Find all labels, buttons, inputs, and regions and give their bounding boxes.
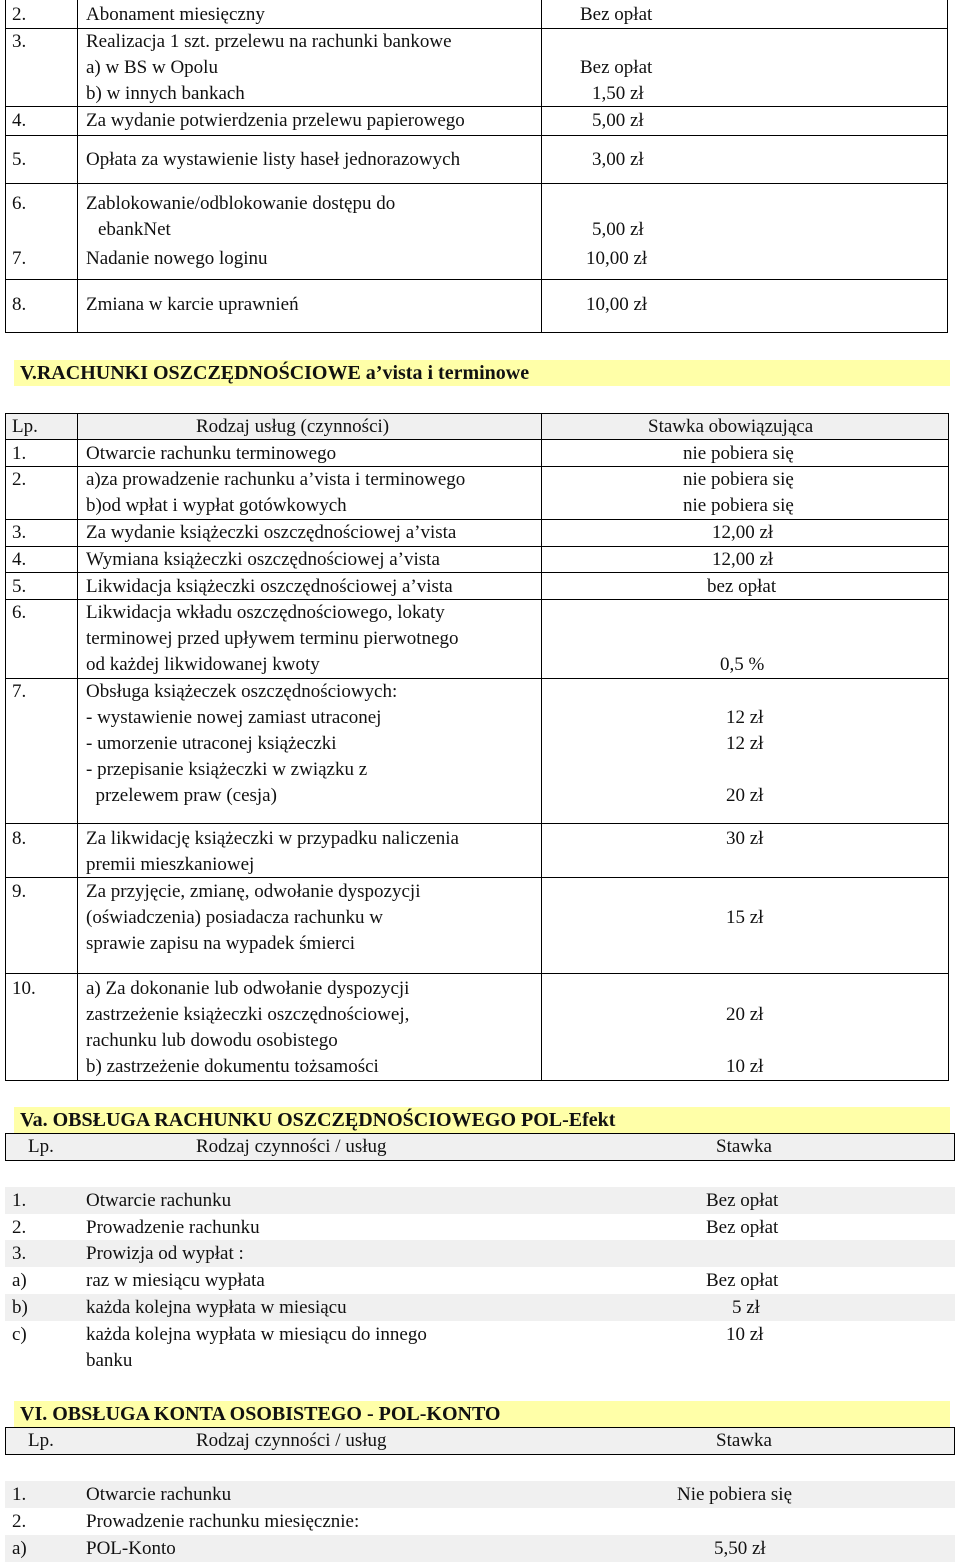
service-name: Opłata za wystawienie listy haseł jednorazowych	[86, 149, 461, 170]
row-number: 1.	[12, 1484, 27, 1505]
service-name: Otwarcie rachunku	[86, 1484, 232, 1505]
service-name: Likwidacja wkładu oszczędnościowego, lokaty	[86, 602, 445, 623]
service-name-cont: banku	[86, 1350, 133, 1371]
row-number: 4.	[12, 549, 27, 570]
row-divider	[5, 183, 948, 184]
service-name: Otwarcie rachunku	[86, 1190, 232, 1211]
service-name-cont: (oświadczenia) posiadacza rachunku w	[86, 907, 383, 928]
rate-value: 12 zł	[726, 733, 764, 754]
service-name: a) Za dokonanie lub odwołanie dyspozycji	[86, 978, 410, 999]
row-number: 8.	[12, 828, 27, 849]
rate-value: 20 zł	[726, 1004, 764, 1025]
column-header-rate: Stawka	[716, 1430, 772, 1451]
service-name: Nadanie nowego loginu	[86, 248, 268, 269]
service-name: Zmiana w karcie uprawnień	[86, 294, 299, 315]
service-name: POL-Konto	[86, 1538, 176, 1559]
service-name: Wymiana książeczki oszczędnościowej a’vista	[86, 549, 440, 570]
row-number: 7.	[12, 681, 27, 702]
service-name: Prowadzenie rachunku	[86, 1217, 260, 1238]
service-name: każda kolejna wypłata w miesiącu do innego	[86, 1324, 427, 1345]
rate-value: 5,50 zł	[714, 1538, 766, 1559]
row-number: 3.	[12, 31, 27, 52]
service-name: Za wydanie potwierdzenia przelewu papierowego	[86, 110, 465, 131]
service-name: Otwarcie rachunku terminowego	[86, 443, 337, 464]
fee-value: 1,50 zł	[592, 83, 644, 104]
service-name: Obsługa książeczek oszczędnościowych:	[86, 681, 398, 702]
row-number: 6.	[12, 193, 27, 214]
service-name: Zablokowanie/odblokowanie dostępu do	[86, 193, 396, 214]
row-number: 7.	[12, 248, 27, 269]
row-number: 8.	[12, 294, 27, 315]
service-name: Prowizja od wypłat :	[86, 1243, 244, 1264]
row-number: 2.	[12, 4, 27, 25]
service-name: raz w miesiącu wypłata	[86, 1270, 265, 1291]
fee-value: 10,00 zł	[586, 248, 648, 269]
service-name: Prowadzenie rachunku miesięcznie:	[86, 1511, 360, 1532]
row-number: 5.	[12, 149, 27, 170]
service-name: a)za prowadzenie rachunku a’vista i terminowego	[86, 469, 466, 490]
row-number: 2.	[12, 469, 27, 490]
rate-value: Bez opłat	[706, 1270, 779, 1291]
service-name: Abonament miesięczny	[86, 4, 265, 25]
rate-value: nie pobiera się	[683, 469, 794, 490]
row-number: 10.	[12, 978, 36, 999]
service-name-cont: zastrzeżenie książeczki oszczędnościowej,	[86, 1004, 410, 1025]
rate-value: 12,00 zł	[712, 522, 774, 543]
row-number: 1.	[12, 443, 27, 464]
column-header-lp: Lp.	[28, 1136, 54, 1157]
service-subitem: przelewem praw (cesja)	[86, 785, 277, 806]
section-v-heading: V.RACHUNKI OSZCZĘDNOŚCIOWE a’vista i terminowe	[14, 360, 950, 386]
col-divider	[541, 413, 542, 1081]
row-number: 2.	[12, 1511, 27, 1532]
rate-value: 0,5 %	[720, 654, 765, 675]
rate-value: nie pobiera się	[683, 443, 794, 464]
rate-value: 30 zł	[726, 828, 764, 849]
column-header-lp: Lp.	[12, 416, 38, 437]
column-header-service: Rodzaj usług (czynności)	[196, 416, 390, 437]
service-subitem: - wystawienie nowej zamiast utraconej	[86, 707, 382, 728]
rate-value: 10 zł	[726, 1324, 764, 1345]
section-vi-heading: VI. OBSŁUGA KONTA OSOBISTEGO - POL-KONTO	[14, 1401, 950, 1427]
rate-value: Bez opłat	[706, 1190, 779, 1211]
rate-value: 15 zł	[726, 907, 764, 928]
row-number: b)	[12, 1297, 28, 1318]
rate-value: 10 zł	[726, 1056, 764, 1077]
service-subitem: b) w innych bankach	[86, 83, 245, 104]
row-number: c)	[12, 1324, 27, 1345]
column-header-service: Rodzaj czynności / usług	[196, 1136, 387, 1157]
service-name: Likwidacja książeczki oszczędnościowej a’vista	[86, 576, 453, 597]
service-subitem: a) w BS w Opolu	[86, 57, 218, 78]
table-header-row	[5, 1133, 955, 1161]
row-number: 9.	[12, 881, 27, 902]
service-name-cont: sprawie zapisu na wypadek śmierci	[86, 933, 356, 954]
row-number: 4.	[12, 110, 27, 131]
column-header-rate: Stawka obowiązująca	[648, 416, 814, 437]
service-name-cont: od każdej likwidowanej kwoty	[86, 654, 320, 675]
row-number: a)	[12, 1270, 27, 1291]
row-number: a)	[12, 1538, 27, 1559]
row-number: 5.	[12, 576, 27, 597]
row-divider	[5, 279, 948, 280]
service-subitem: - umorzenie utraconej książeczki	[86, 733, 337, 754]
fee-value: 5,00 zł	[592, 110, 644, 131]
row-divider	[5, 135, 948, 136]
row-number: 3.	[12, 1243, 27, 1264]
col-divider	[77, 0, 78, 333]
col-divider	[77, 413, 78, 1081]
row-number: 2.	[12, 1217, 27, 1238]
row-divider	[5, 823, 949, 824]
section-va-heading: Va. OBSŁUGA RACHUNKU OSZCZĘDNOŚCIOWEGO POL-Efekt	[14, 1107, 950, 1133]
fee-value: Bez opłat	[580, 57, 653, 78]
rate-value: Nie pobiera się	[677, 1484, 793, 1505]
rate-value: 20 zł	[726, 785, 764, 806]
rate-value: 5 zł	[732, 1297, 760, 1318]
service-name: Za wydanie książeczki oszczędnościowej a’vista	[86, 522, 457, 543]
fee-value: Bez opłat	[580, 4, 653, 25]
service-name: Za likwidację książeczki w przypadku naliczenia	[86, 828, 459, 849]
service-name: Za przyjęcie, zmianę, odwołanie dyspozycji	[86, 881, 421, 902]
rate-value: 12 zł	[726, 707, 764, 728]
row-number: 6.	[12, 602, 27, 623]
col-divider	[541, 0, 542, 333]
fee-value: 10,00 zł	[586, 294, 648, 315]
service-subitem: - przepisanie książeczki w związku z	[86, 759, 368, 780]
service-name: każda kolejna wypłata w miesiącu	[86, 1297, 347, 1318]
rate-value: 12,00 zł	[712, 549, 774, 570]
row-number: 1.	[12, 1190, 27, 1211]
rate-value: Bez opłat	[706, 1217, 779, 1238]
service-name-cont: ebankNet	[98, 219, 171, 240]
service-name: Realizacja 1 szt. przelewu na rachunki bankowe	[86, 31, 452, 52]
row-number: 3.	[12, 522, 27, 543]
fee-value: 3,00 zł	[592, 149, 644, 170]
row-divider	[5, 973, 949, 974]
column-header-lp: Lp.	[28, 1430, 54, 1451]
table-header-row	[5, 1427, 955, 1455]
rate-value: bez opłat	[707, 576, 777, 597]
column-header-service: Rodzaj czynności / usług	[196, 1430, 387, 1451]
service-name-cont: rachunku lub dowodu osobistego	[86, 1030, 338, 1051]
column-header-rate: Stawka	[716, 1136, 772, 1157]
service-subitem: b) zastrzeżenie dokumentu tożsamości	[86, 1056, 379, 1077]
service-name-cont: premii mieszkaniowej	[86, 854, 255, 875]
rate-value: nie pobiera się	[683, 495, 794, 516]
service-name-cont: terminowej przed upływem terminu pierwotnego	[86, 628, 459, 649]
fee-value: 5,00 zł	[592, 219, 644, 240]
service-subitem: b)od wpłat i wypłat gotówkowych	[86, 495, 347, 516]
